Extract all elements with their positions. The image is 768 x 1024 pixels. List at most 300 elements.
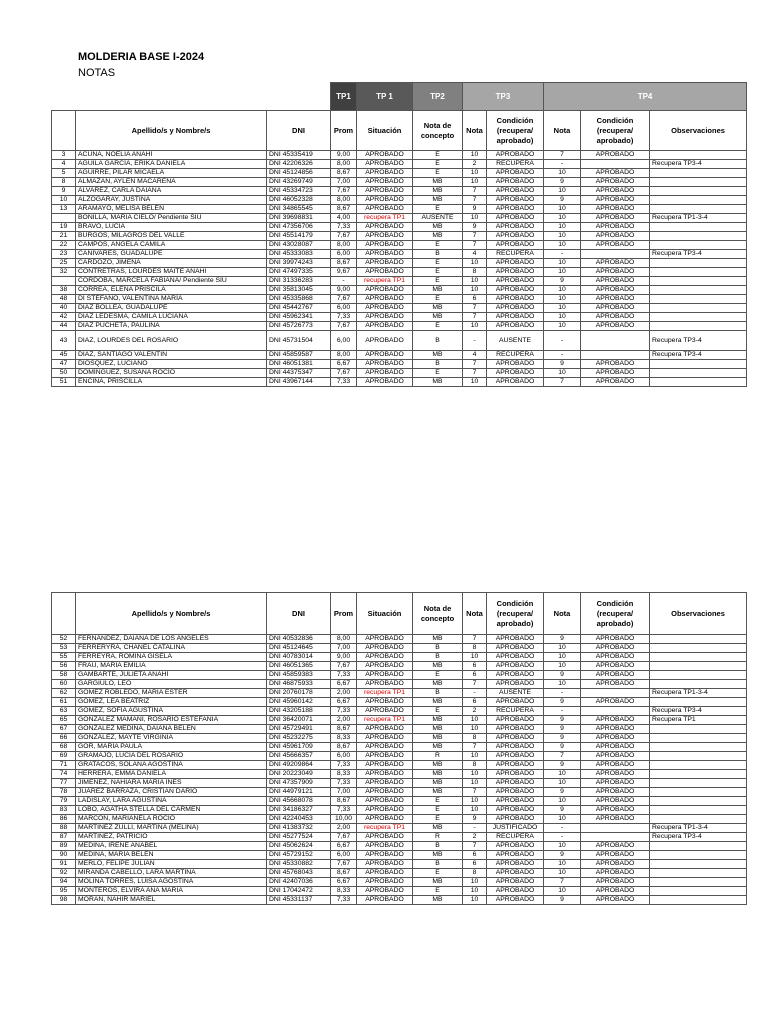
student-dni: DNI 45334723 [267, 187, 331, 196]
prom-value: 4,00 [331, 214, 357, 223]
tp3-condicion: APROBADO [487, 286, 544, 295]
tp3-condicion: APROBADO [487, 851, 544, 860]
concepto-value: E [413, 322, 463, 331]
table-row [52, 761, 747, 770]
tp4-condicion: APROBADO [581, 378, 650, 387]
group-header: TP4 [544, 83, 747, 111]
table-row [52, 806, 747, 815]
student-name: GOMEZ, SOFIA AGUSTINA [76, 707, 267, 716]
student-dni: DNI 45277524 [267, 833, 331, 842]
observaciones-value [650, 259, 747, 268]
row-number: 78 [52, 788, 76, 797]
tp4-nota: 10 [544, 369, 581, 378]
student-name: ARAMAYO, MELISA BELÉN [76, 205, 267, 214]
row-number: 95 [52, 887, 76, 896]
table-row [52, 160, 747, 169]
situacion-value: recupera TP1 [357, 214, 413, 223]
tp3-nota: 6 [463, 662, 487, 671]
prom-value: 9,00 [331, 151, 357, 160]
prom-value: 8,67 [331, 259, 357, 268]
situacion-value: APROBADO [357, 205, 413, 214]
situacion-value: APROBADO [357, 662, 413, 671]
student-name: FRAU, MARÍA EMILIA [76, 662, 267, 671]
tp3-condicion: AUSENTE [487, 331, 544, 351]
concepto-value: B [413, 860, 463, 869]
observaciones-value: Recupera TP3-4 [650, 331, 747, 351]
observaciones-value [650, 268, 747, 277]
tp4-nota: 10 [544, 205, 581, 214]
tp3-condicion: APROBADO [487, 635, 544, 644]
situacion-value: APROBADO [357, 369, 413, 378]
student-name: ACUÑA, NOELIA ANAHÍ [76, 151, 267, 160]
situacion-value: APROBADO [357, 378, 413, 387]
grades-table-1 [51, 82, 747, 387]
observaciones-value [650, 806, 747, 815]
student-dni: DNI 45333083 [267, 250, 331, 259]
table-row [52, 734, 747, 743]
student-dni: DNI 39698831 [267, 214, 331, 223]
student-name: MARTINEZ, PATRICIO [76, 833, 267, 842]
row-number: 40 [52, 304, 76, 313]
observaciones-value [650, 635, 747, 644]
row-number: 5 [52, 169, 76, 178]
student-dni: DNI 45442767 [267, 304, 331, 313]
tp3-nota: 6 [463, 295, 487, 304]
tp3-nota: 2 [463, 707, 487, 716]
concepto-value: E [413, 707, 463, 716]
table-row [52, 689, 747, 698]
prom-value: 8,33 [331, 887, 357, 896]
observaciones-value [650, 860, 747, 869]
student-name: DIOSQUEZ, LUCIANO [76, 360, 267, 369]
student-name: LOBO, AGATHA STELLA DEL CARMEN [76, 806, 267, 815]
table-body [52, 635, 747, 905]
student-dni: DNI 45330882 [267, 860, 331, 869]
situacion-value: APROBADO [357, 151, 413, 160]
table-row [52, 851, 747, 860]
observaciones-value [650, 815, 747, 824]
table-row [52, 896, 747, 905]
tp3-nota: 10 [463, 896, 487, 905]
concepto-value: E [413, 268, 463, 277]
tp3-condicion: APROBADO [487, 187, 544, 196]
tp3-condicion: APROBADO [487, 815, 544, 824]
tp3-nota: 8 [463, 761, 487, 770]
observaciones-value [650, 788, 747, 797]
student-dni: DNI 49209864 [267, 761, 331, 770]
student-dni: DNI 45768043 [267, 869, 331, 878]
tp4-nota: - [544, 824, 581, 833]
tp4-nota: - [544, 250, 581, 259]
tp4-condicion: APROBADO [581, 653, 650, 662]
concepto-value: MB [413, 378, 463, 387]
tp3-condicion: APROBADO [487, 169, 544, 178]
student-name: DIAZ, SANTIAGO VALENTIN [76, 351, 267, 360]
situacion-value: APROBADO [357, 313, 413, 322]
situacion-value: APROBADO [357, 160, 413, 169]
concepto-value: MB [413, 878, 463, 887]
tp3-nota: 10 [463, 259, 487, 268]
student-name: AGUILA GARCIA, ERIKA DANIELA [76, 160, 267, 169]
observaciones-value: Recupera TP3-4 [650, 707, 747, 716]
table-row [52, 250, 747, 259]
tp3-nota: 10 [463, 151, 487, 160]
student-dni: DNI 39974243 [267, 259, 331, 268]
tp4-condicion [581, 824, 650, 833]
student-dni: DNI 40783014 [267, 653, 331, 662]
row-number: 88 [52, 824, 76, 833]
tp4-condicion: APROBADO [581, 241, 650, 250]
row-number: 25 [52, 259, 76, 268]
tp4-nota: 9 [544, 671, 581, 680]
situacion-value: APROBADO [357, 187, 413, 196]
concepto-value: E [413, 259, 463, 268]
prom-value: 7,67 [331, 295, 357, 304]
tp3-condicion: APROBADO [487, 360, 544, 369]
situacion-value: APROBADO [357, 707, 413, 716]
concepto-value: E [413, 241, 463, 250]
row-number: 67 [52, 725, 76, 734]
tp4-nota: 10 [544, 304, 581, 313]
student-dni: DNI 34186327 [267, 806, 331, 815]
student-name: GARGIULO, LEO [76, 680, 267, 689]
prom-value: 7,00 [331, 644, 357, 653]
row-number: 98 [52, 896, 76, 905]
prom-value: 8,67 [331, 169, 357, 178]
concepto-value: MB [413, 635, 463, 644]
tp4-nota: 10 [544, 869, 581, 878]
tp3-nota: 6 [463, 698, 487, 707]
table-row [52, 842, 747, 851]
observaciones-value [650, 644, 747, 653]
tp3-condicion: AUSENTE [487, 689, 544, 698]
tp4-condicion: APROBADO [581, 761, 650, 770]
tp3-condicion: APROBADO [487, 196, 544, 205]
table-row [52, 268, 747, 277]
tp4-nota: 9 [544, 788, 581, 797]
situacion-value: recupera TP1 [357, 716, 413, 725]
tp4-nota: 10 [544, 232, 581, 241]
tp3-condicion: RECUPERA [487, 833, 544, 842]
observaciones-value [650, 241, 747, 250]
table-row [52, 698, 747, 707]
student-dni: DNI 45729491 [267, 725, 331, 734]
tp4-nota: 7 [544, 752, 581, 761]
student-name: LADISLAY, LARA AGUSTINA [76, 797, 267, 806]
observaciones-value [650, 734, 747, 743]
prom-value: 6,00 [331, 331, 357, 351]
table-row [52, 635, 747, 644]
tp3-condicion: APROBADO [487, 734, 544, 743]
student-name: ALMAZAN, AYLEN MACARENA [76, 178, 267, 187]
row-number: 77 [52, 779, 76, 788]
tp3-nota: 10 [463, 378, 487, 387]
student-dni: DNI 45962341 [267, 313, 331, 322]
tp4-condicion: APROBADO [581, 743, 650, 752]
tp3-nota: 4 [463, 250, 487, 259]
student-name: GOR, MARÍA PAULA [76, 743, 267, 752]
tp4-condicion: APROBADO [581, 151, 650, 160]
tp3-nota: 7 [463, 788, 487, 797]
tp4-nota: 9 [544, 743, 581, 752]
tp3-nota: - [463, 689, 487, 698]
tp3-condicion: APROBADO [487, 369, 544, 378]
tp3-nota: 7 [463, 743, 487, 752]
column-header-concepto: Nota de concepto [413, 593, 463, 635]
tp3-condicion: APROBADO [487, 788, 544, 797]
student-dni: DNI 45514179 [267, 232, 331, 241]
tp4-nota: 10 [544, 169, 581, 178]
prom-value: 7,33 [331, 671, 357, 680]
observaciones-value [650, 277, 747, 286]
table-row [52, 295, 747, 304]
column-header-dni: DNI [267, 593, 331, 635]
row-number: 60 [52, 680, 76, 689]
row-number: 22 [52, 241, 76, 250]
tp3-nota: 8 [463, 268, 487, 277]
table-row [52, 860, 747, 869]
prom-value: 8,00 [331, 196, 357, 205]
situacion-value: APROBADO [357, 644, 413, 653]
row-number: 66 [52, 734, 76, 743]
tp3-condicion: APROBADO [487, 878, 544, 887]
row-number: 94 [52, 878, 76, 887]
table-row [52, 815, 747, 824]
document-title: MOLDERIA BASE I-2024 [78, 51, 205, 63]
tp4-nota: - [544, 707, 581, 716]
table-row [52, 824, 747, 833]
prom-value: 6,00 [331, 250, 357, 259]
concepto-value: E [413, 806, 463, 815]
concepto-value: MB [413, 761, 463, 770]
tp4-condicion: APROBADO [581, 178, 650, 187]
concepto-value: MB [413, 187, 463, 196]
student-dni: DNI 34865545 [267, 205, 331, 214]
tp4-condicion: APROBADO [581, 752, 650, 761]
prom-value: 6,67 [331, 360, 357, 369]
concepto-value: E [413, 869, 463, 878]
tp4-condicion: APROBADO [581, 842, 650, 851]
situacion-value: APROBADO [357, 241, 413, 250]
tp4-condicion: APROBADO [581, 770, 650, 779]
student-dni: DNI 45859587 [267, 351, 331, 360]
concepto-value: R [413, 752, 463, 761]
column-header-nota-tp3: Nota [463, 593, 487, 635]
prom-value: 8,00 [331, 160, 357, 169]
student-name: JUÁREZ BARRAZA, CRISTIAN DARÍO [76, 788, 267, 797]
column-header-condicion-tp3: Condición (recupera/ aprobado) [487, 593, 544, 635]
table-row [52, 833, 747, 842]
concepto-value: E [413, 369, 463, 378]
student-dni: DNI 47497335 [267, 268, 331, 277]
row-number: 87 [52, 833, 76, 842]
group-header: TP3 [463, 83, 544, 111]
prom-value: 7,33 [331, 896, 357, 905]
tp4-condicion [581, 160, 650, 169]
student-name: HERRERA, EMMA DANIELA [76, 770, 267, 779]
observaciones-value: Recupera TP3-4 [650, 833, 747, 842]
student-dni: DNI 42206326 [267, 160, 331, 169]
prom-value: 8,00 [331, 635, 357, 644]
prom-value: 6,00 [331, 851, 357, 860]
prom-value: 8,67 [331, 725, 357, 734]
tp4-nota: - [544, 331, 581, 351]
concepto-value: E [413, 887, 463, 896]
tp3-condicion: APROBADO [487, 232, 544, 241]
situacion-value: APROBADO [357, 779, 413, 788]
tp4-nota: 10 [544, 680, 581, 689]
tp3-condicion: APROBADO [487, 770, 544, 779]
concepto-value: E [413, 797, 463, 806]
concepto-value: MB [413, 734, 463, 743]
observaciones-value [650, 378, 747, 387]
situacion-value: APROBADO [357, 878, 413, 887]
tp4-nota: 10 [544, 797, 581, 806]
row-number: 32 [52, 268, 76, 277]
row-number: 3 [52, 151, 76, 160]
tp4-condicion [581, 689, 650, 698]
prom-value: 2,00 [331, 689, 357, 698]
concepto-value: B [413, 644, 463, 653]
prom-value: 7,67 [331, 187, 357, 196]
row-number: 51 [52, 378, 76, 387]
concepto-value: E [413, 277, 463, 286]
student-dni: DNI 46875933 [267, 680, 331, 689]
tp4-nota: 9 [544, 851, 581, 860]
concepto-value: E [413, 160, 463, 169]
concepto-value: MB [413, 313, 463, 322]
prom-value: 8,67 [331, 869, 357, 878]
tp4-condicion: APROBADO [581, 644, 650, 653]
table-row [52, 223, 747, 232]
tp3-nota: 6 [463, 860, 487, 869]
row-number [52, 277, 76, 286]
observaciones-value [650, 779, 747, 788]
row-number: 89 [52, 842, 76, 851]
row-number: 68 [52, 743, 76, 752]
tp4-nota: 9 [544, 725, 581, 734]
table-body [52, 151, 747, 387]
row-number: 43 [52, 331, 76, 351]
student-dni: DNI 45124856 [267, 169, 331, 178]
tp4-nota: 9 [544, 360, 581, 369]
situacion-value: APROBADO [357, 250, 413, 259]
student-name: DOMÍNGUEZ, SUSANA ROCÍO [76, 369, 267, 378]
tp3-condicion: APROBADO [487, 313, 544, 322]
prom-value: 9,00 [331, 653, 357, 662]
observaciones-value: Recupera TP3-4 [650, 250, 747, 259]
student-dni: DNI 45729152 [267, 851, 331, 860]
column-header-nota-tp4: Nota [544, 593, 581, 635]
observaciones-value [650, 223, 747, 232]
tp4-condicion [581, 833, 650, 842]
prom-value: 6,00 [331, 752, 357, 761]
observaciones-value [650, 752, 747, 761]
student-dni: DNI 42240453 [267, 815, 331, 824]
tp4-nota: 10 [544, 259, 581, 268]
row-number: 48 [52, 295, 76, 304]
concepto-value: MB [413, 698, 463, 707]
row-number: 53 [52, 644, 76, 653]
tp4-condicion [581, 351, 650, 360]
tp3-condicion: RECUPERA [487, 160, 544, 169]
tp3-condicion: JUSTIFICADO [487, 824, 544, 833]
tp4-condicion: APROBADO [581, 815, 650, 824]
row-number: 42 [52, 313, 76, 322]
tp4-condicion: APROBADO [581, 869, 650, 878]
row-number: 63 [52, 707, 76, 716]
tp3-nota: - [463, 331, 487, 351]
situacion-value: APROBADO [357, 869, 413, 878]
situacion-value: APROBADO [357, 304, 413, 313]
prom-value: 6,67 [331, 878, 357, 887]
observaciones-value [650, 887, 747, 896]
student-name: AGUIRRE, PILAR MICAELA [76, 169, 267, 178]
concepto-value: E [413, 295, 463, 304]
concepto-value: MB [413, 286, 463, 295]
row-number: 91 [52, 860, 76, 869]
tp3-nota: 10 [463, 779, 487, 788]
table-row [52, 770, 747, 779]
row-number: 83 [52, 806, 76, 815]
tp3-nota: 10 [463, 169, 487, 178]
tp4-nota: 10 [544, 214, 581, 223]
prom-value: 7,33 [331, 761, 357, 770]
observaciones-value [650, 295, 747, 304]
row-number: 58 [52, 671, 76, 680]
tp4-nota: 10 [544, 644, 581, 653]
tp3-nota: 7 [463, 360, 487, 369]
row-number: 50 [52, 369, 76, 378]
tp4-condicion: APROBADO [581, 232, 650, 241]
table-row [52, 878, 747, 887]
tp3-nota: 10 [463, 178, 487, 187]
student-name: CORREA, ELENA PRISCILA [76, 286, 267, 295]
row-number: 65 [52, 716, 76, 725]
table-row [52, 743, 747, 752]
concepto-value: B [413, 653, 463, 662]
concepto-value: MB [413, 716, 463, 725]
situacion-value: APROBADO [357, 806, 413, 815]
tp4-condicion: APROBADO [581, 259, 650, 268]
tp3-nota: 7 [463, 304, 487, 313]
tp3-nota: 10 [463, 887, 487, 896]
situacion-value: APROBADO [357, 331, 413, 351]
concepto-value: B [413, 689, 463, 698]
student-name: FERREYRA, ROMINA GISELA [76, 653, 267, 662]
observaciones-value [650, 151, 747, 160]
tp4-condicion [581, 250, 650, 259]
prom-value: 7,67 [331, 833, 357, 842]
row-number: 10 [52, 196, 76, 205]
situacion-value: APROBADO [357, 360, 413, 369]
prom-value: 7,67 [331, 860, 357, 869]
prom-value: 6,67 [331, 698, 357, 707]
concepto-value: E [413, 671, 463, 680]
prom-value: 6,67 [331, 680, 357, 689]
table-row [52, 322, 747, 331]
observaciones-value: Recupera TP3-4 [650, 351, 747, 360]
tp4-condicion: APROBADO [581, 788, 650, 797]
row-number: 86 [52, 815, 76, 824]
concepto-value: MB [413, 662, 463, 671]
tp3-nota: 7 [463, 241, 487, 250]
student-name: MERLO, FELIPE JULIAN [76, 860, 267, 869]
table-row [52, 707, 747, 716]
table-row [52, 680, 747, 689]
tp3-condicion: APROBADO [487, 653, 544, 662]
tp4-condicion: APROBADO [581, 196, 650, 205]
